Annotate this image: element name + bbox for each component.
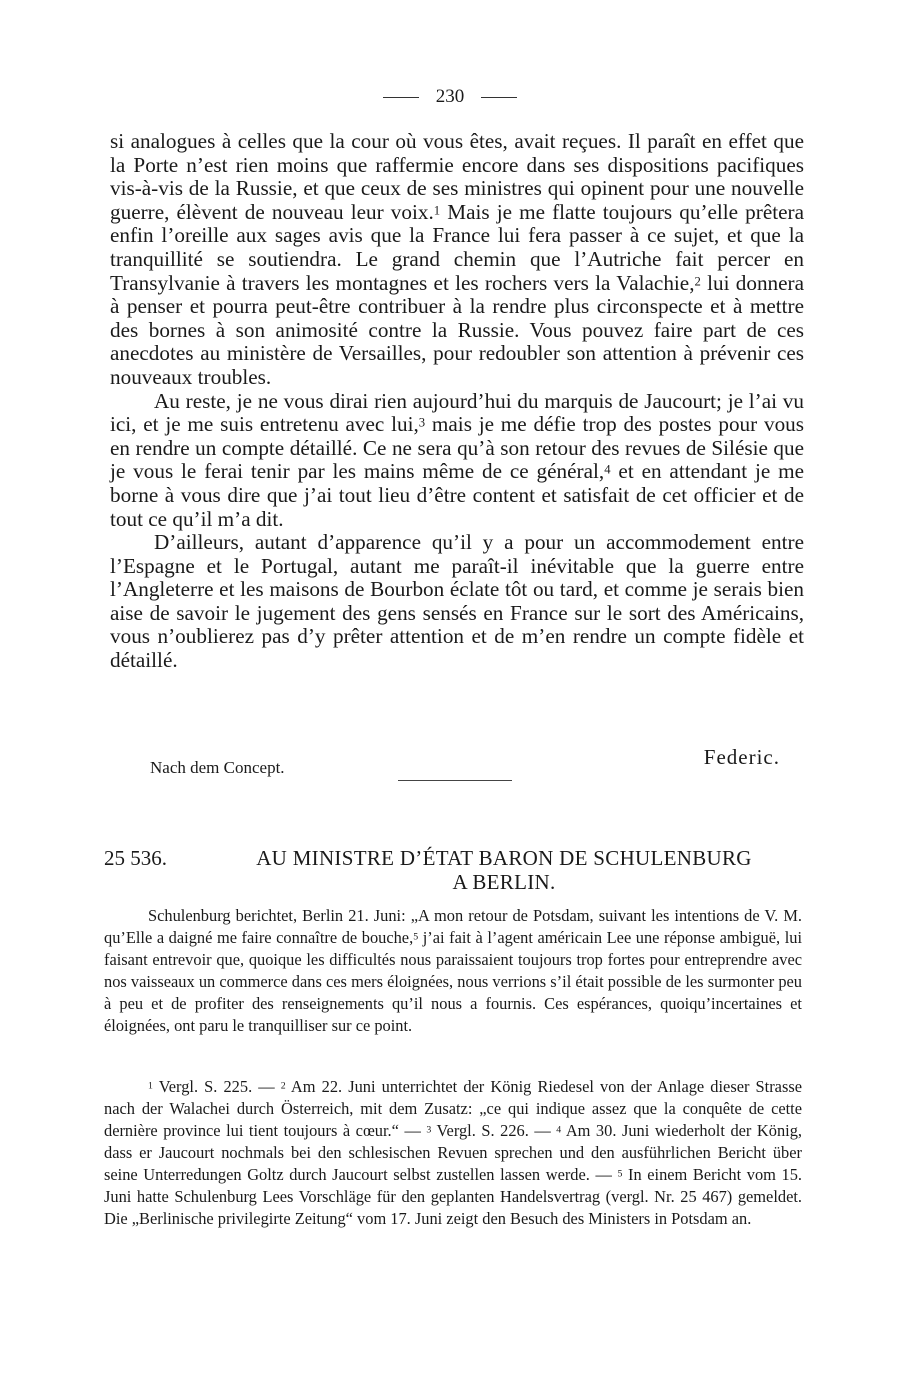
report-text-run: Schulenburg berichtet, Berlin 21. Juni: „A mon retour de Potsdam, suivant les intentions de V. M. qu’Elle a daigné me faire connaître de bouche, [104,906,802,947]
footnote-mark-5: 5 [617,1168,623,1180]
source-note: Nach dem Concept. [150,758,285,777]
footnote-mark-1: 1 [148,1080,153,1092]
report-paragraph [104,905,802,1037]
body-text-run: et en attendant je me borne à vous dire que j’ai tout lieu d’être content et satisfait de cet officier et de tout ce qu’il m’a dit. [110,459,804,531]
letter-title-line-2: A BERLIN. [452,870,556,894]
footnote-ref-1: 1 [433,203,441,218]
footnote-mark-3: 3 [426,1124,432,1136]
body-paragraph-2 [110,390,804,532]
footnote-paragraph [104,1076,802,1230]
footnote-ref-2: 2 [694,274,701,289]
closing-block [150,745,780,785]
footnote-ref-4: 4 [604,462,611,477]
footnote-text: In einem Bericht vom 15. Juni hatte Schulenburg Lees Vorschläge für den geplanten Handelsvertrag (vergl. Nr. 25 467) gemeldet. Die „Berlinische privilegirte Zeitung“ vom 17. Juni zeigt den Besuch des Ministers in Potsdam an. [104,1165,802,1228]
footnotes [104,1076,802,1230]
footnote-text: Am 22. Juni unterrichtet der König Riedesel von der Anlage dieser Strasse nach der Walachei durch Österreich, mit dem Zusatz: „ce qui indique assez que la conquête de cette dernière province lui tient toujours à cœur.“ — [104,1077,802,1140]
footnote-text: Vergl. S. 225. — [152,1077,281,1096]
letter-title-line-1: AU MINISTRE D’ÉTAT BARON DE SCHULENBURG [256,846,752,870]
report-summary [104,905,802,1037]
body-text-run: si analogues à celles que la cour où vous êtes, avait reçues. Il paraît en effet que la Porte n’est rien moins que raffermie encore dans ses dispositions pacifiques vis-à-vis de la Russie, et que ceux de ses ministres qui opinent pour une nouvelle guerre, élèvent de nouveau leur voix. [110,129,804,224]
footnote-text: Vergl. S. 226. — [431,1121,557,1140]
letter-number: 25 536. [104,846,167,870]
section-divider [398,780,512,781]
page-number: 230 [435,86,465,107]
body-text-run: lui donnera à penser et pourra peut-être contribuer à la rendre plus circonspecte et à mettre des bornes à son animosité contre la Russie. Vous pouvez faire part de ces anecdotes au ministère de Versailles, pour redoubler son attention à prévenir ces nouveaux troubles. [110,270,804,389]
signature: Federic. [703,745,780,769]
letter-body [110,130,804,673]
header-dash-right [481,97,517,98]
body-text-run: Au reste, je ne vous dirai rien aujourd’hui du marquis de Jaucourt; je l’ai vu ici, et je me suis entretenu avec lui, [110,388,804,437]
footnote-mark-2: 2 [280,1080,286,1092]
page-header [0,86,900,108]
report-text-run: j’ai fait à l’agent américain Lee une réponse ambiguë, lui faisant entrevoir que, quoique les difficultés nous paraissaient toujours trop fortes pour entreprendre avec nos vaisseaux un commerce dans ces mers éloignées, nous verrions s’il était possible de les surmonter peu à peu et de profiter des renseignements qu’il nous a fournis. Ces espérances, quoiqu’incertaines et éloignées, ont paru le tranquilliser sur ce point. [104,928,803,1035]
body-paragraph-3: D’ailleurs, autant d’apparence qu’il y a pour un accommodement entre l’Espagne et le Portugal, autant me paraît-il inévitable que la guerre entre l’Angleterre et les maisons de Bourbon éclate tôt ou tard, et comme je serais bien aise de savoir le jugement des gens sensés en France sur le sort des Américains, vous n’oublierez pas d’y prêter attention et de m’en rendre un compte fidèle et détaillé. [110,530,804,673]
footnote-ref-5: 5 [413,931,419,943]
letter-heading [104,846,804,894]
footnote-text: Am 30. Juni wiederholt der König, dass er Jaucourt nochmals bei den schlesischen Revuen sprechen und den ausführlichen Bericht über seine Unterredungen Goltz durch Jaucourt selbst zustellen lassen werde. — [104,1121,802,1184]
footnote-mark-4: 4 [556,1124,562,1136]
footnote-ref-3: 3 [418,415,426,430]
body-paragraph-1 [110,130,804,390]
header-dash-left [383,97,419,98]
body-text-run: mais je me défie trop des postes pour vous en rendre un compte détaillé. Ce ne sera qu’à son retour des revues de Silésie que je vous le ferai tenir par les mains même de ce général, [110,412,805,484]
body-text-run: Mais je me flatte toujours qu’elle prêtera enfin l’oreille aux sages avis que la France lui fera passer à ce sujet, et que la tranquillité se soutiendra. Le grand chemin que l’Autriche fait percer en Transylvanie à travers les montagnes et les rochers vers la Valachie, [110,199,804,295]
